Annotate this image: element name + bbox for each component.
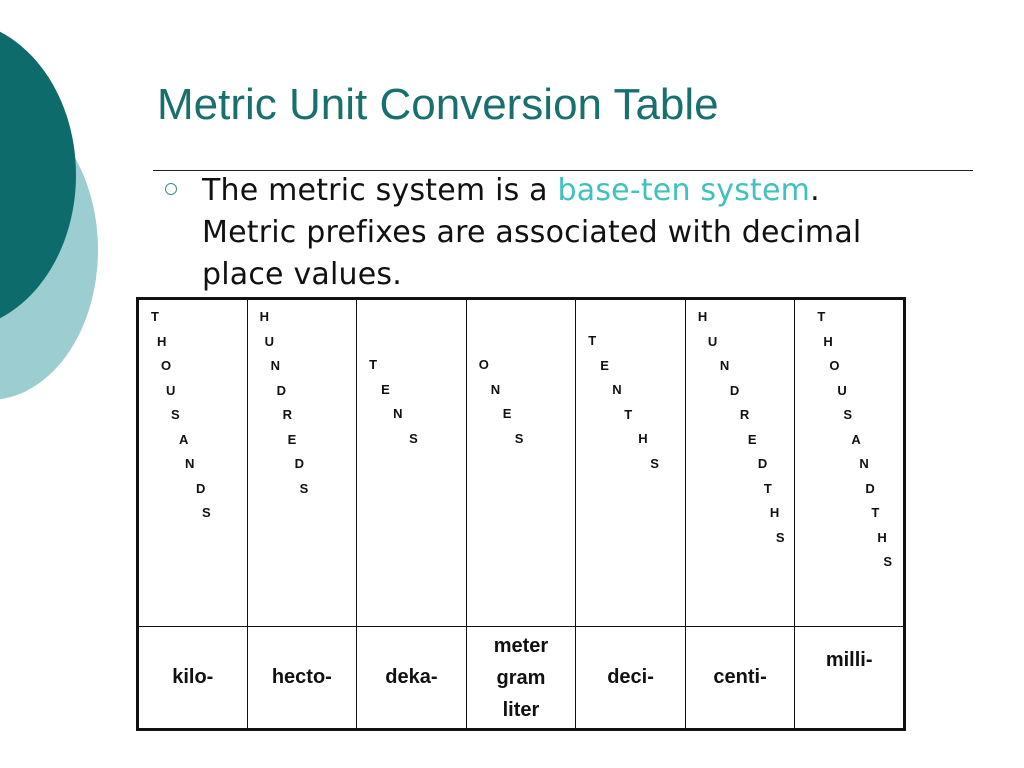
prefix-kilo: kilo- (138, 627, 248, 730)
bullet-highlight: base-ten system (557, 173, 811, 208)
place-letter: D (294, 456, 304, 471)
place-label-hundredths (686, 300, 795, 626)
place-cell-ones (466, 299, 576, 627)
bullet-text-end: . Metric prefixes are associated with decimal place values. (202, 173, 862, 292)
place-letter: E (287, 431, 297, 447)
prefix-milli: milli- (795, 627, 905, 730)
place-letter: S (650, 455, 659, 471)
place-letter: N (719, 358, 730, 373)
place-letter: T (369, 357, 378, 372)
place-letter: S (171, 407, 180, 422)
place-letter: R (739, 407, 750, 422)
prefix-deka: deka- (357, 627, 467, 730)
place-cell-hundreds (247, 299, 357, 627)
slide-title: Metric Unit Conversion Table (157, 80, 719, 129)
place-letter: N (859, 456, 869, 471)
place-letter: H (769, 505, 780, 520)
place-letter: T (871, 505, 880, 520)
place-letter: H (697, 309, 708, 324)
place-letter: N (393, 406, 403, 421)
place-letter: U (707, 333, 718, 349)
place-letter: S (409, 430, 418, 446)
place-letter: D (757, 456, 768, 471)
place-label-hundreds (248, 300, 357, 626)
place-letter: H (877, 529, 887, 545)
place-letter: A (851, 431, 861, 447)
prefix-row (138, 627, 905, 730)
bullet-text-start: The metric system is a (202, 173, 558, 208)
place-letter: D (276, 382, 286, 398)
place-letter: N (490, 381, 501, 397)
place-letter: D (865, 480, 875, 496)
base-unit-liter: liter (502, 698, 540, 721)
place-letter: H (259, 309, 269, 324)
place-value-row (138, 299, 905, 627)
place-letter: E (747, 431, 757, 447)
conversion-table-container (136, 297, 906, 731)
place-letter: T (763, 480, 772, 496)
place-letter: S (299, 480, 309, 496)
place-letter: E (502, 406, 512, 421)
place-letter: N (612, 382, 622, 397)
place-letter: U (837, 382, 847, 398)
prefix-deci: deci- (576, 627, 686, 730)
place-cell-tens (357, 299, 467, 627)
place-letter: H (157, 333, 167, 349)
place-letter: N (185, 456, 195, 471)
place-label-thousandths (795, 300, 903, 626)
place-label-ones (467, 300, 576, 626)
place-letter: T (624, 406, 633, 422)
base-unit-meter: meter (493, 634, 549, 657)
place-letter: S (883, 554, 893, 569)
base-units-cell (466, 627, 576, 730)
place-letter: S (202, 505, 211, 520)
place-letter: U (166, 382, 176, 398)
place-label-tens (357, 300, 466, 626)
place-letter: R (282, 407, 292, 422)
bullet-circle-icon (165, 183, 177, 195)
base-unit-gram: gram (496, 666, 546, 689)
prefix-centi: centi- (685, 627, 795, 730)
prefix-hecto: hecto- (247, 627, 357, 730)
place-letter: T (588, 333, 597, 348)
place-cell-hundredths (685, 299, 795, 627)
conversion-table (136, 297, 906, 731)
place-letter: O (829, 358, 840, 373)
place-letter: H (638, 431, 648, 446)
bullet-text (202, 170, 922, 296)
place-letter: U (264, 333, 274, 349)
place-letter: O (161, 358, 172, 373)
place-letter: N (270, 358, 280, 373)
place-letter: S (775, 529, 785, 545)
place-cell-thousandths (795, 299, 905, 627)
place-letter: T (151, 309, 159, 324)
place-label-tenths (576, 300, 685, 626)
place-letter: E (600, 357, 609, 373)
place-letter: S (843, 407, 853, 422)
place-cell-thousands (138, 299, 248, 627)
place-letter: D (729, 382, 740, 398)
place-letter: H (823, 333, 833, 349)
place-label-thousands (139, 300, 247, 626)
place-cell-tenths (576, 299, 686, 627)
place-letter: S (514, 430, 524, 446)
place-letter: D (196, 480, 206, 496)
place-letter: A (179, 431, 189, 447)
place-letter: O (478, 357, 489, 372)
place-letter: T (817, 309, 826, 324)
place-letter: E (381, 381, 390, 397)
